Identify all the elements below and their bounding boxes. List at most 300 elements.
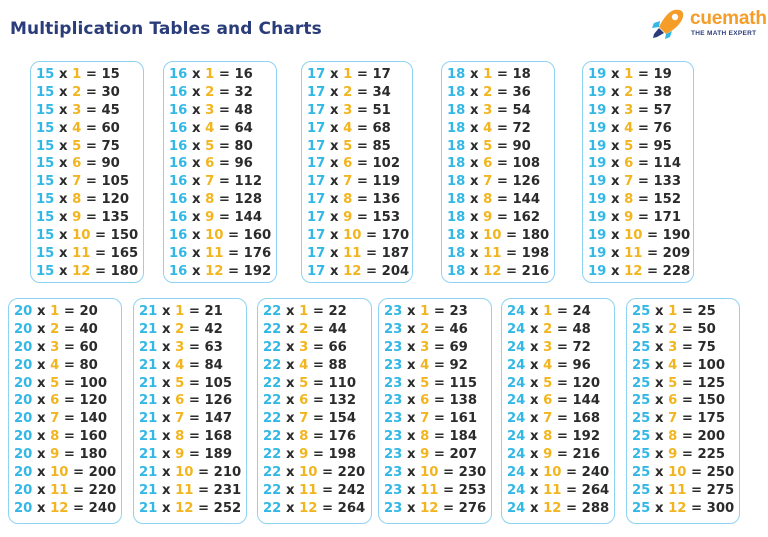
multiplier: 9	[50, 447, 60, 463]
times-symbol: x	[54, 138, 73, 154]
times-symbol: x	[54, 156, 73, 172]
table-row	[442, 209, 554, 227]
equals-symbol: =	[184, 375, 205, 391]
times-symbol: x	[325, 210, 344, 226]
equals-symbol: =	[214, 67, 235, 82]
equals-symbol: =	[492, 67, 513, 82]
table-row	[164, 66, 276, 84]
times-symbol: x	[325, 228, 344, 244]
base-number: 18	[447, 263, 466, 279]
product-value: 120	[572, 375, 601, 391]
times-symbol: x	[325, 263, 344, 279]
base-number: 15	[36, 84, 55, 100]
product-value: 216	[572, 447, 601, 463]
product-value: 36	[512, 84, 531, 100]
product-value: 200	[88, 465, 117, 481]
equals-symbol: =	[193, 465, 214, 481]
multiplier: 7	[205, 174, 215, 190]
equals-symbol: =	[81, 174, 102, 190]
equals-symbol: =	[677, 339, 698, 355]
times-symbol: x	[525, 429, 544, 445]
base-number: 25	[632, 447, 651, 463]
product-value: 105	[101, 174, 130, 190]
times-symbol: x	[606, 67, 625, 82]
multiplier: 6	[624, 156, 634, 172]
base-number: 23	[384, 465, 403, 481]
multiplier: 11	[72, 245, 91, 261]
base-number: 17	[307, 138, 326, 154]
multiplier: 6	[175, 393, 185, 409]
product-value: 180	[79, 447, 108, 463]
product-value: 15	[101, 67, 120, 82]
product-value: 250	[706, 465, 735, 481]
base-number: 16	[169, 174, 188, 190]
base-number: 19	[588, 120, 607, 136]
base-number: 25	[632, 375, 651, 391]
base-number: 21	[139, 500, 158, 516]
base-number: 22	[263, 482, 282, 498]
equals-symbol: =	[633, 156, 654, 172]
product-value: 230	[458, 465, 487, 481]
multiplier: 4	[175, 357, 185, 373]
times-symbol: x	[525, 500, 544, 516]
table-row	[379, 410, 491, 428]
product-value: 168	[572, 411, 601, 427]
times-symbol: x	[606, 84, 625, 100]
multiplier: 4	[668, 357, 678, 373]
multiplier: 6	[343, 156, 353, 172]
product-value: 180	[110, 263, 139, 279]
table-row	[442, 245, 554, 263]
times-symbol: x	[606, 138, 625, 154]
times-symbol: x	[606, 120, 625, 136]
multiplier: 3	[343, 102, 353, 118]
table-row	[164, 173, 276, 191]
table-row	[302, 155, 412, 173]
multiplier: 4	[543, 357, 553, 373]
product-value: 220	[88, 482, 117, 498]
equals-symbol: =	[184, 393, 205, 409]
equals-symbol: =	[184, 447, 205, 463]
times-symbol: x	[325, 138, 344, 154]
equals-symbol: =	[552, 339, 573, 355]
table-row	[502, 446, 614, 464]
base-number: 21	[139, 339, 158, 355]
equals-symbol: =	[686, 500, 707, 516]
times-symbol: x	[402, 375, 421, 391]
multiplier: 8	[72, 192, 82, 208]
base-number: 18	[447, 138, 466, 154]
table-row	[258, 482, 371, 500]
equals-symbol: =	[59, 429, 80, 445]
multiplier: 12	[483, 263, 502, 279]
product-value: 115	[449, 375, 478, 391]
product-value: 19	[653, 67, 672, 82]
equals-symbol: =	[492, 138, 513, 154]
table-row	[134, 446, 246, 464]
product-value: 198	[328, 447, 357, 463]
table-row	[379, 500, 491, 518]
equals-symbol: =	[633, 192, 654, 208]
multiplier: 10	[624, 228, 643, 244]
product-value: 144	[572, 393, 601, 409]
product-value: 192	[572, 429, 601, 445]
table-row	[258, 392, 371, 410]
multiplier: 1	[72, 67, 82, 82]
table-row	[9, 464, 121, 482]
product-value: 175	[697, 411, 726, 427]
base-number: 17	[307, 102, 326, 118]
table-row	[502, 303, 614, 321]
base-number: 23	[384, 321, 403, 337]
table-row	[442, 227, 554, 245]
table-22	[257, 298, 372, 524]
table-row	[583, 245, 693, 263]
times-symbol: x	[325, 84, 344, 100]
table-row	[442, 155, 554, 173]
table-row	[583, 173, 693, 191]
base-number: 24	[507, 411, 526, 427]
product-value: 140	[79, 411, 108, 427]
table-row	[583, 227, 693, 245]
equals-symbol: =	[317, 500, 338, 516]
multiplier: 9	[420, 447, 430, 463]
table-row	[627, 482, 739, 500]
product-value: 192	[243, 263, 272, 279]
multiplier: 8	[50, 429, 60, 445]
product-value: 165	[110, 245, 139, 261]
equals-symbol: =	[308, 304, 329, 319]
table-row	[502, 428, 614, 446]
multiplier: 8	[299, 429, 309, 445]
table-row	[9, 303, 121, 321]
table-row	[258, 339, 371, 357]
times-symbol: x	[525, 321, 544, 337]
times-symbol: x	[32, 482, 51, 498]
multiplier: 9	[483, 210, 493, 226]
base-number: 25	[632, 429, 651, 445]
multiplier: 2	[50, 321, 60, 337]
times-symbol: x	[402, 447, 421, 463]
table-row	[134, 339, 246, 357]
product-value: 102	[372, 156, 401, 172]
base-number: 24	[507, 500, 526, 516]
equals-symbol: =	[352, 120, 373, 136]
product-value: 288	[581, 500, 610, 516]
base-number: 24	[507, 465, 526, 481]
times-symbol: x	[525, 447, 544, 463]
equals-symbol: =	[223, 245, 244, 261]
table-row	[258, 357, 371, 375]
base-number: 22	[263, 447, 282, 463]
product-value: 68	[372, 120, 391, 136]
product-value: 162	[512, 210, 541, 226]
multiplier: 10	[299, 465, 318, 481]
table-row	[583, 120, 693, 138]
equals-symbol: =	[59, 375, 80, 391]
multiplier: 11	[420, 482, 439, 498]
multiplier: 10	[543, 465, 562, 481]
base-number: 17	[307, 228, 326, 244]
equals-symbol: =	[214, 174, 235, 190]
table-row	[627, 464, 739, 482]
product-value: 51	[372, 102, 391, 118]
product-value: 80	[79, 357, 98, 373]
times-symbol: x	[650, 465, 669, 481]
base-number: 23	[384, 304, 403, 319]
table-row	[164, 209, 276, 227]
times-symbol: x	[402, 482, 421, 498]
multiplier: 12	[50, 500, 69, 516]
times-symbol: x	[650, 375, 669, 391]
times-symbol: x	[465, 174, 484, 190]
table-row	[164, 84, 276, 102]
multiplier: 3	[420, 339, 430, 355]
product-value: 22	[328, 304, 347, 319]
times-symbol: x	[525, 393, 544, 409]
times-symbol: x	[465, 192, 484, 208]
base-number: 21	[139, 357, 158, 373]
base-number: 15	[36, 210, 55, 226]
equals-symbol: =	[81, 192, 102, 208]
equals-symbol: =	[429, 429, 450, 445]
equals-symbol: =	[223, 263, 244, 279]
times-symbol: x	[32, 304, 51, 319]
table-row	[379, 392, 491, 410]
product-value: 30	[101, 84, 120, 100]
product-value: 275	[706, 482, 735, 498]
multiplier: 2	[175, 321, 185, 337]
times-symbol: x	[606, 245, 625, 261]
base-number: 23	[384, 500, 403, 516]
multiplier: 3	[50, 339, 60, 355]
base-number: 22	[263, 393, 282, 409]
base-number: 25	[632, 339, 651, 355]
base-number: 21	[139, 375, 158, 391]
base-number: 15	[36, 156, 55, 172]
base-number: 16	[169, 120, 188, 136]
table-row	[302, 102, 412, 120]
multiplier: 11	[343, 245, 362, 261]
table-row	[379, 464, 491, 482]
logo-wordmark: cuemath	[690, 8, 767, 29]
product-value: 209	[662, 245, 691, 261]
times-symbol: x	[281, 465, 300, 481]
base-number: 23	[384, 447, 403, 463]
equals-symbol: =	[429, 375, 450, 391]
equals-symbol: =	[552, 304, 573, 319]
table-row	[442, 173, 554, 191]
multiplier: 1	[543, 304, 553, 319]
table-row	[583, 209, 693, 227]
table-row	[9, 500, 121, 518]
base-number: 18	[447, 156, 466, 172]
times-symbol: x	[32, 465, 51, 481]
product-value: 90	[101, 156, 120, 172]
multiplier: 11	[624, 245, 643, 261]
product-value: 25	[697, 304, 716, 319]
times-symbol: x	[54, 120, 73, 136]
base-number: 19	[588, 174, 607, 190]
base-number: 18	[447, 120, 466, 136]
multiplier: 10	[483, 228, 502, 244]
product-value: 242	[337, 482, 366, 498]
product-value: 220	[337, 465, 366, 481]
base-number: 15	[36, 102, 55, 118]
multiplier: 5	[175, 375, 185, 391]
equals-symbol: =	[308, 375, 329, 391]
times-symbol: x	[606, 263, 625, 279]
table-row	[9, 339, 121, 357]
product-value: 152	[653, 192, 682, 208]
table-row	[502, 392, 614, 410]
multiplier: 8	[543, 429, 553, 445]
table-row	[31, 102, 143, 120]
base-number: 22	[263, 321, 282, 337]
product-value: 88	[328, 357, 347, 373]
base-number: 20	[14, 447, 33, 463]
multiplier: 4	[205, 120, 215, 136]
product-value: 126	[512, 174, 541, 190]
multiplier: 3	[624, 102, 634, 118]
equals-symbol: =	[438, 482, 459, 498]
multiplier: 12	[72, 263, 91, 279]
times-symbol: x	[187, 84, 206, 100]
multiplier: 9	[668, 447, 678, 463]
product-value: 171	[653, 210, 682, 226]
multiplier: 11	[50, 482, 69, 498]
product-value: 136	[372, 192, 401, 208]
table-row	[627, 375, 739, 393]
table-row	[379, 428, 491, 446]
base-number: 18	[447, 228, 466, 244]
base-number: 24	[507, 339, 526, 355]
base-number: 23	[384, 429, 403, 445]
times-symbol: x	[187, 228, 206, 244]
equals-symbol: =	[492, 174, 513, 190]
times-symbol: x	[281, 429, 300, 445]
times-symbol: x	[465, 120, 484, 136]
equals-symbol: =	[633, 120, 654, 136]
table-row	[502, 410, 614, 428]
base-number: 16	[169, 67, 188, 82]
base-number: 24	[507, 321, 526, 337]
multiplier: 12	[668, 500, 687, 516]
base-number: 15	[36, 245, 55, 261]
base-number: 20	[14, 465, 33, 481]
multiplier: 8	[483, 192, 493, 208]
equals-symbol: =	[352, 210, 373, 226]
multiplier: 3	[299, 339, 309, 355]
equals-symbol: =	[552, 357, 573, 373]
times-symbol: x	[54, 228, 73, 244]
times-symbol: x	[187, 174, 206, 190]
product-value: 105	[204, 375, 233, 391]
times-symbol: x	[157, 482, 176, 498]
multiplier: 4	[299, 357, 309, 373]
equals-symbol: =	[492, 84, 513, 100]
times-symbol: x	[465, 102, 484, 118]
equals-symbol: =	[642, 245, 663, 261]
table-row	[502, 482, 614, 500]
table-row	[627, 339, 739, 357]
times-symbol: x	[157, 411, 176, 427]
table-row	[379, 482, 491, 500]
equals-symbol: =	[308, 393, 329, 409]
multiplier: 7	[624, 174, 634, 190]
equals-symbol: =	[317, 482, 338, 498]
times-symbol: x	[32, 500, 51, 516]
base-number: 17	[307, 156, 326, 172]
base-number: 25	[632, 321, 651, 337]
equals-symbol: =	[361, 228, 382, 244]
base-number: 16	[169, 210, 188, 226]
base-number: 24	[507, 393, 526, 409]
times-symbol: x	[281, 321, 300, 337]
multiplier: 2	[72, 84, 82, 100]
base-number: 23	[384, 339, 403, 355]
base-number: 16	[169, 156, 188, 172]
multiplier: 10	[668, 465, 687, 481]
product-value: 264	[581, 482, 610, 498]
product-value: 92	[449, 357, 468, 373]
table-row	[134, 321, 246, 339]
product-value: 96	[572, 357, 591, 373]
equals-symbol: =	[81, 102, 102, 118]
base-number: 15	[36, 263, 55, 279]
times-symbol: x	[402, 304, 421, 319]
table-row	[627, 428, 739, 446]
multiplier: 3	[175, 339, 185, 355]
times-symbol: x	[32, 375, 51, 391]
base-number: 25	[632, 500, 651, 516]
multiplier: 2	[543, 321, 553, 337]
times-symbol: x	[325, 174, 344, 190]
multiplier: 9	[543, 447, 553, 463]
times-symbol: x	[281, 304, 300, 319]
equals-symbol: =	[59, 411, 80, 427]
product-value: 34	[372, 84, 391, 100]
times-symbol: x	[187, 245, 206, 261]
table-row	[442, 191, 554, 209]
times-symbol: x	[525, 304, 544, 319]
equals-symbol: =	[561, 500, 582, 516]
multiplier: 6	[72, 156, 82, 172]
product-value: 72	[572, 339, 591, 355]
equals-symbol: =	[308, 339, 329, 355]
base-number: 18	[447, 67, 466, 82]
table-row	[258, 375, 371, 393]
base-number: 20	[14, 321, 33, 337]
multiplier: 4	[50, 357, 60, 373]
table-row	[134, 500, 246, 518]
multiplier: 7	[175, 411, 185, 427]
product-value: 176	[243, 245, 272, 261]
product-value: 252	[213, 500, 242, 516]
equals-symbol: =	[492, 210, 513, 226]
product-value: 128	[234, 192, 263, 208]
table-row	[164, 227, 276, 245]
times-symbol: x	[402, 393, 421, 409]
table-row	[583, 84, 693, 102]
table-25	[626, 298, 740, 524]
product-value: 46	[449, 321, 468, 337]
multiplier: 3	[72, 102, 82, 118]
equals-symbol: =	[317, 465, 338, 481]
product-value: 144	[512, 192, 541, 208]
table-row	[442, 84, 554, 102]
table-17	[301, 61, 413, 283]
